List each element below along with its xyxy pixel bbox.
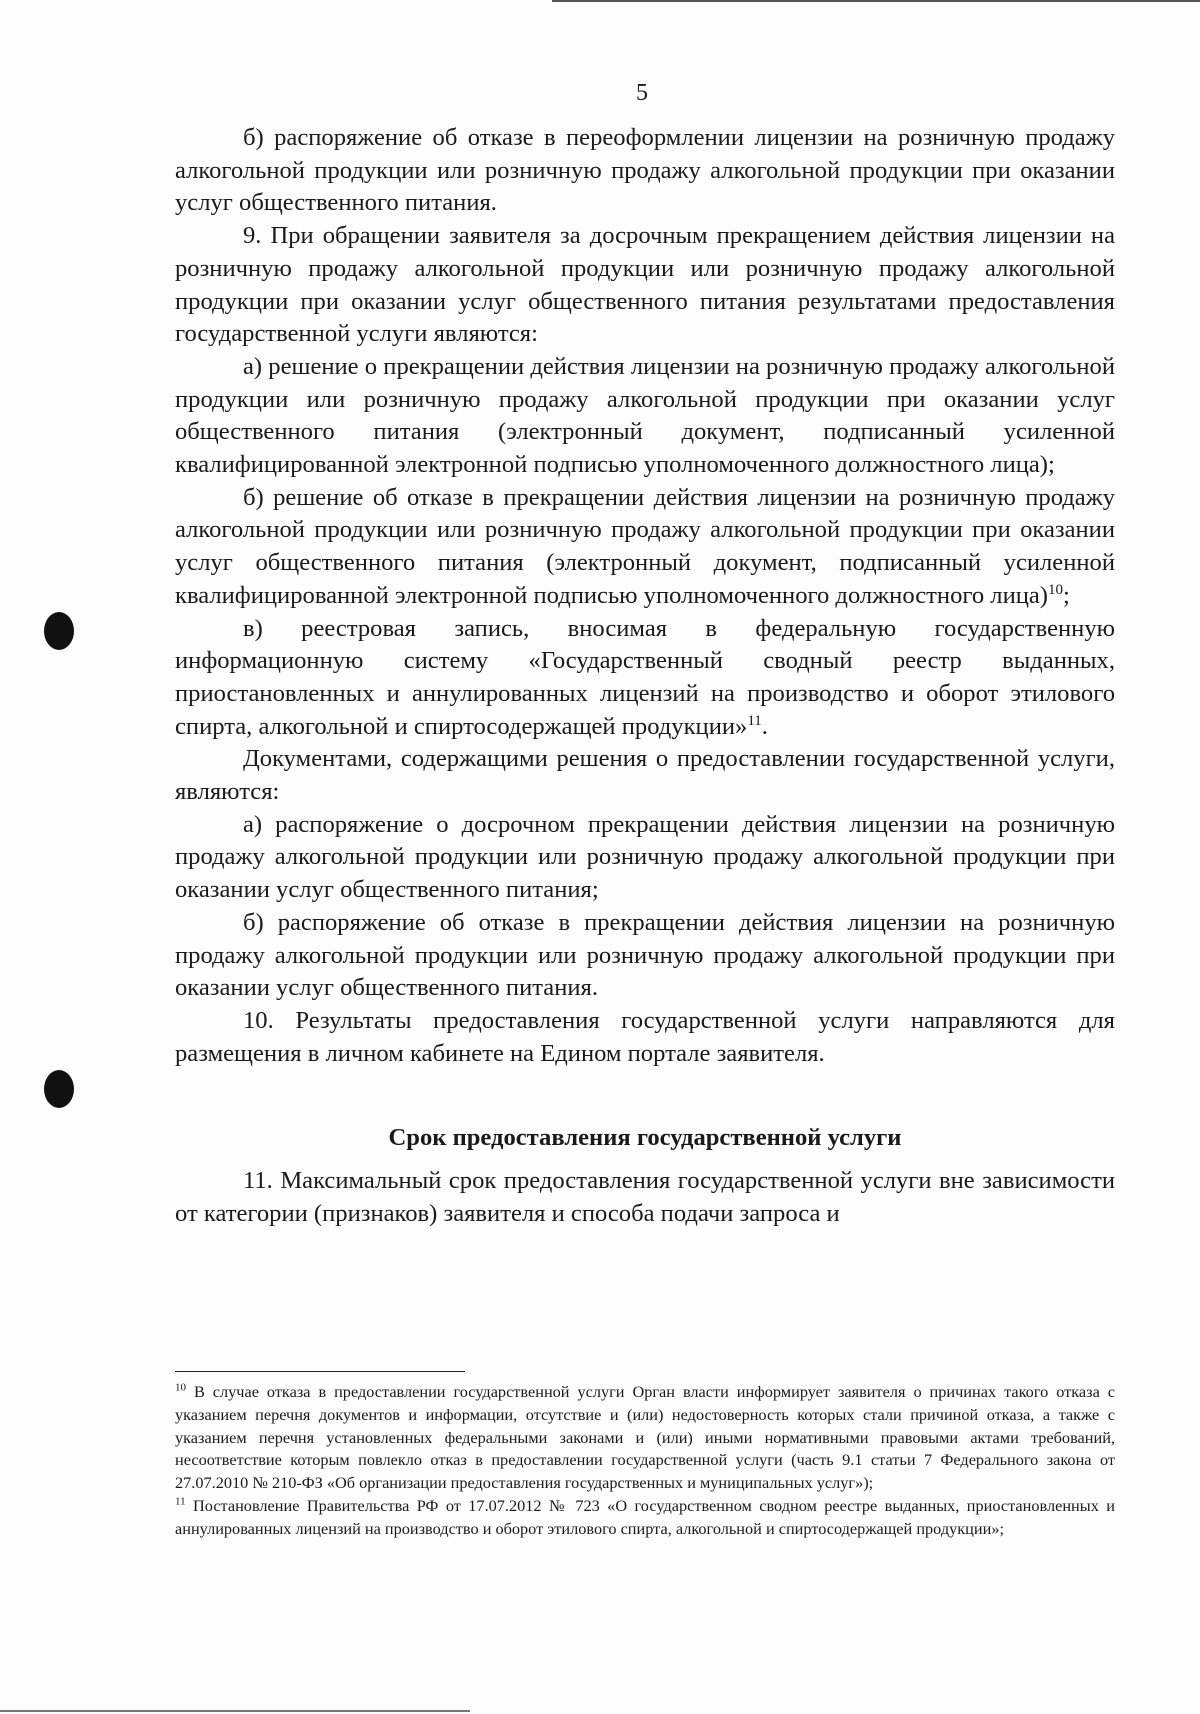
paragraph	[175, 482, 1115, 613]
footnote-reference[interactable]: 11	[747, 712, 762, 729]
footnote-separator	[175, 1371, 465, 1372]
paragraph: Документами, содержащими решения о предоставлении государственной услуги, являются:	[175, 745, 1115, 806]
paragraph-text: в) реестровая запись, вносимая в федеральную государственную информационную систему «Государственный сводный реестр выданных, приостановленных и аннулированных лицензий на производство и оборот этилового спирта, алкогольной и спиртосодержащей продукции»	[175, 614, 1115, 740]
footnotes	[175, 1381, 1115, 1541]
paragraph: 9. При обращении заявителя за досрочным прекращением действия лицензии на розничную продажу алкогольной продукции или розничную продажу алкогольной продукции при оказании услуг общественного питания результатами предоставления государственной услуги являются:	[175, 222, 1115, 348]
paragraph: а) распоряжение о досрочном прекращении действия лицензии на розничную продажу алкогольной продукции или розничную продажу алкогольной продукции при оказании услуг общественного питания;	[175, 810, 1115, 904]
footnote-reference[interactable]: 10	[1048, 581, 1063, 598]
scan-edge-bottom	[0, 1710, 470, 1712]
paragraph-text: б) решение об отказе в прекращении действия лицензии на розничную продажу алкогольной продукции или розничную продажу алкогольной продукции при оказании услуг общественного питания (электронный документ, подписанный усиленной квалифицированной электронной подписью уполномоченного должностного лица)	[175, 483, 1115, 609]
footnote	[175, 1381, 1115, 1495]
footnote	[175, 1495, 1115, 1541]
paragraph: а) решение о прекращении действия лицензии на розничную продажу алкогольной продукции или розничную продажу алкогольной продукции при оказании услуг общественного питания (электронный документ, подписанный усиленной квалифицированной электронной подписью уполномоченного должностного лица);	[175, 352, 1115, 479]
section-heading: Срок предоставления государственной услуги	[388, 1124, 902, 1152]
punch-hole-mark	[44, 1070, 74, 1108]
punch-hole-mark	[44, 612, 74, 650]
paragraph: 10. Результаты предоставления государственной услуги направляются для размещения в личном кабинете на Едином портале заявителя.	[175, 1006, 1115, 1067]
document-body	[175, 122, 1115, 1231]
page-number: 5	[636, 80, 648, 106]
footnote-mark: 11	[175, 1495, 186, 1508]
paragraph	[175, 613, 1115, 744]
paragraph: б) распоряжение об отказе в переоформлении лицензии на розничную продажу алкогольной продукции или розничную продажу алкогольной продукции при оказании услуг общественного питания.	[175, 124, 1115, 217]
footnote-mark: 10	[175, 1381, 186, 1394]
paragraph-punctuation: ;	[1063, 581, 1070, 609]
paragraph: 11. Максимальный срок предоставления государственной услуги вне зависимости от категории (признаков) заявителя и способа подачи запроса и	[175, 1167, 1115, 1227]
paragraph-punctuation: .	[761, 712, 768, 740]
paragraph: б) распоряжение об отказе в прекращении действия лицензии на розничную продажу алкогольной продукции или розничную продажу алкогольной продукции при оказании услуг общественного питания.	[175, 908, 1115, 1002]
scan-edge-top	[552, 0, 1200, 2]
footnote-text: В случае отказа в предоставлении государственной услуги Орган власти информирует заявителя о причинах такого отказа с указанием перечня документов и информации, отсутствие и (или) недостоверность которых стали причиной отказа, а также с указанием перечня установленных федеральными законами и (или) иными нормативными правовыми актами требований, несоответствие которым повлекло отказ в предоставлении государственной услуги (часть 9.1 статьи 7 Федерального закона от 27.07.2010 № 210-ФЗ «Об организации предоставления государственных и муниципальных услуг»);	[175, 1382, 1115, 1493]
footnote-text: Постановление Правительства РФ от 17.07.2012 № 723 «О государственном сводном реестре выданных, приостановленных и аннулированных лицензий на производство и оборот этилового спирта, алкогольной и спиртосодержащей продукции»;	[175, 1495, 1115, 1538]
